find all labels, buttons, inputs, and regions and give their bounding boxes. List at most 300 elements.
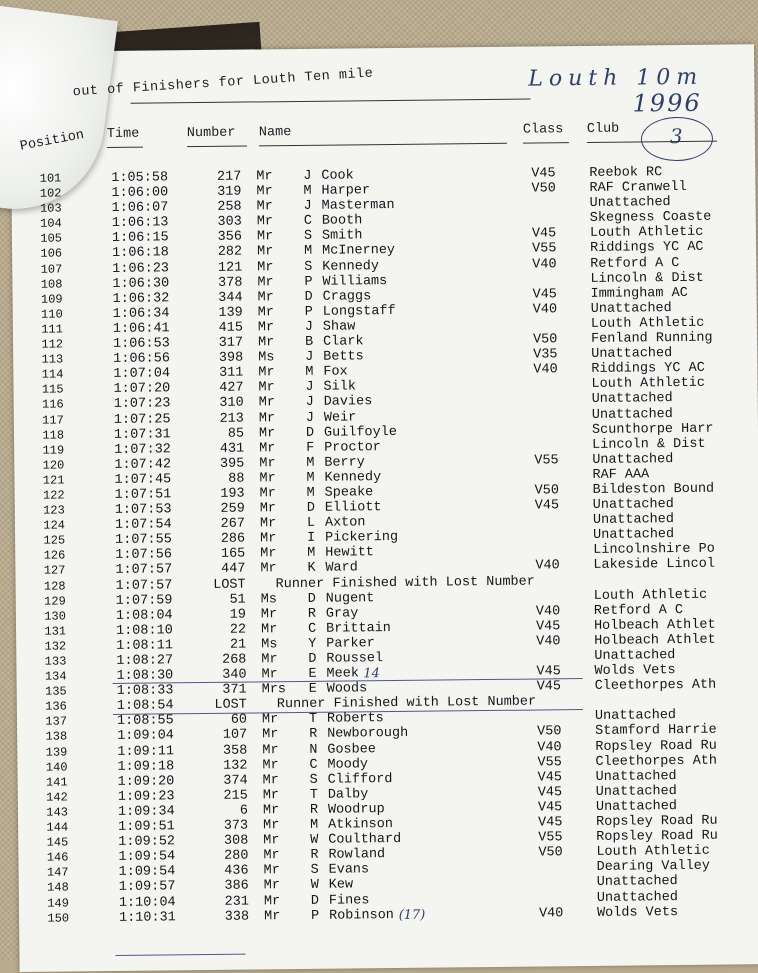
- class-cell: V55: [534, 453, 559, 469]
- initial-cell: P: [304, 304, 313, 320]
- number-cell: 60: [230, 712, 248, 729]
- initial-cell: W: [310, 878, 319, 894]
- position-cell: 116: [42, 397, 64, 413]
- title-cell: Mr: [262, 803, 280, 819]
- club-cell: Louth Athletic: [593, 587, 708, 604]
- club-cell: Lincoln & Dist: [590, 270, 704, 287]
- time-cell: 1:06:23: [112, 260, 170, 277]
- time-cell: 1:07:23: [113, 396, 171, 413]
- time-cell: 1:06:30: [112, 276, 170, 292]
- surname-cell: Smith: [321, 228, 363, 245]
- surname-cell: Longstaff: [322, 303, 396, 320]
- position-cell: 102: [39, 186, 62, 201]
- surname-cell: Ward: [325, 560, 358, 577]
- club-cell: Retford A C: [593, 602, 684, 619]
- number-cell: 378: [218, 275, 243, 291]
- class-cell: V45: [536, 664, 561, 680]
- position-cell: 126: [43, 548, 66, 564]
- club-cell: Fenland Running: [590, 330, 713, 347]
- number-cell: 193: [220, 486, 245, 502]
- club-cell: Holbeach Athlet: [594, 632, 716, 649]
- initial-cell: P: [310, 908, 320, 924]
- club-cell: Unattached: [591, 346, 673, 363]
- initial-cell: J: [305, 380, 314, 396]
- title-cell: Mr: [256, 199, 273, 215]
- time-cell: 1:06:07: [111, 200, 169, 217]
- title-cell: Mr: [258, 365, 275, 381]
- position-cell: 125: [43, 533, 66, 548]
- surname-cell: Gosbee: [327, 741, 377, 758]
- handwritten-title: Louth 10m: [528, 64, 704, 92]
- title-cell: Mr: [263, 848, 280, 864]
- number-cell: 21: [229, 637, 247, 653]
- number-cell: 286: [220, 531, 246, 548]
- time-cell: 1:06:32: [112, 291, 170, 307]
- club-cell: Reebok RC: [589, 165, 663, 181]
- club-cell: Unattached: [590, 300, 672, 317]
- initial-cell: S: [303, 229, 313, 245]
- initial-cell: M: [306, 455, 315, 471]
- position-cell: 143: [46, 805, 69, 820]
- title-cell: Mr: [259, 516, 277, 532]
- number-cell: 398: [218, 350, 244, 366]
- position-cell: 132: [44, 639, 67, 654]
- title-cell: Ms: [260, 591, 278, 608]
- time-cell: 1:07:04: [113, 366, 171, 383]
- time-cell: 1:09:52: [118, 834, 176, 851]
- title-cell: Mr: [260, 622, 278, 638]
- surname-cell: Berry: [324, 455, 365, 471]
- title-cell: Mr: [258, 425, 276, 442]
- surname-cell: Kew: [328, 877, 354, 894]
- title-cell: Mr: [259, 471, 276, 487]
- club-cell: Immingham AC: [590, 285, 688, 302]
- surname-cell: Clark: [322, 334, 364, 350]
- time-cell: 1:10:31: [118, 909, 176, 926]
- club-cell: Skegness Coaste: [589, 209, 712, 227]
- title-cell: Mr: [258, 395, 275, 411]
- class-cell: V40: [535, 603, 561, 620]
- position-cell: 128: [43, 578, 66, 594]
- time-cell: 1:09:51: [118, 819, 175, 835]
- number-cell: 447: [221, 562, 246, 578]
- club-cell: Lincoln & Dist: [592, 436, 706, 453]
- position-cell: 124: [43, 518, 66, 533]
- initial-cell: T: [308, 712, 318, 728]
- time-cell: 1:06:34: [112, 306, 170, 322]
- initial-cell: B: [304, 334, 314, 350]
- surname-cell: Coulthard: [328, 832, 402, 848]
- handwritten-year: 1996: [632, 88, 702, 118]
- time-cell: 1:10:04: [118, 894, 176, 911]
- club-cell: Louth Athletic: [590, 315, 705, 332]
- time-cell: 1:09:18: [117, 758, 175, 775]
- time-cell: 1:08:54: [116, 698, 174, 715]
- title-cell: Mr: [262, 742, 279, 758]
- number-cell: 280: [224, 848, 249, 865]
- header-number: Number: [186, 125, 236, 142]
- position-cell: 106: [40, 246, 63, 262]
- position-cell: 133: [44, 654, 67, 669]
- club-cell: Riddings YC AC: [590, 240, 704, 257]
- initial-cell: M: [306, 485, 315, 501]
- surname-cell: Kennedy: [324, 470, 382, 486]
- header-position: Position: [18, 127, 86, 155]
- initial-cell: M: [310, 817, 319, 833]
- time-cell: 1:07:57: [115, 577, 173, 594]
- title-cell: Mr: [260, 606, 278, 623]
- lost-number-note: Runner Finished with Lost Number: [276, 694, 537, 713]
- class-cell: V50: [531, 181, 556, 197]
- time-cell: 1:08:33: [116, 683, 174, 700]
- header-club: Club: [586, 121, 620, 137]
- title-cell: Mr: [263, 833, 280, 849]
- position-cell: 111: [41, 322, 63, 337]
- number-cell: 311: [218, 365, 244, 382]
- initial-cell: R: [309, 802, 319, 818]
- title-cell: Mr: [259, 440, 276, 457]
- surname-cell: Elliott: [324, 500, 382, 516]
- time-cell: 1:08:04: [115, 608, 173, 624]
- position-cell: 130: [44, 609, 66, 624]
- title-cell: Mr: [258, 410, 276, 426]
- time-cell: 1:09:54: [118, 849, 176, 866]
- time-cell: 1:08:55: [116, 713, 174, 730]
- class-cell: V40: [533, 362, 558, 378]
- number-cell: 340: [222, 667, 247, 683]
- class-cell: V45: [537, 770, 563, 786]
- position-cell: 146: [46, 850, 69, 865]
- initial-cell: N: [309, 742, 318, 758]
- handwritten-note: 14: [363, 666, 380, 682]
- position-cell: 138: [45, 729, 68, 745]
- class-cell: V40: [536, 634, 561, 650]
- time-cell: 1:07:20: [113, 381, 171, 398]
- club-cell: Unattached: [596, 889, 678, 906]
- title-cell: Mr: [262, 757, 279, 774]
- header-time-rule: [107, 147, 143, 148]
- club-cell: Unattached: [594, 708, 677, 725]
- number-cell: 217: [216, 169, 242, 185]
- club-cell: Unattached: [591, 406, 673, 423]
- title-cell: Mrs: [261, 682, 287, 698]
- time-cell: 1:07:45: [114, 472, 172, 488]
- initial-cell: L: [306, 515, 316, 532]
- position-cell: 123: [43, 503, 65, 518]
- surname-cell: Harper: [321, 183, 371, 199]
- position-cell: 117: [42, 412, 64, 428]
- number-cell: 344: [218, 290, 243, 306]
- time-cell: 1:07:59: [115, 592, 173, 609]
- position-cell: 104: [40, 216, 62, 231]
- title-cell: Mr: [260, 546, 277, 562]
- number-cell: 427: [219, 380, 244, 397]
- surname-cell: Kennedy: [322, 258, 380, 275]
- number-cell: 310: [219, 395, 244, 412]
- surname-cell: Pickering: [325, 530, 399, 546]
- initial-cell: M: [306, 470, 315, 486]
- time-cell: 1:09:54: [118, 864, 176, 881]
- time-cell: 1:05:58: [111, 170, 169, 186]
- handwritten-circled-number: 3: [669, 123, 683, 149]
- number-cell: 121: [217, 260, 243, 276]
- class-cell: V45: [538, 815, 563, 831]
- surname-cell: Atkinson: [328, 817, 394, 833]
- number-cell: 19: [229, 607, 246, 623]
- number-cell: 139: [218, 305, 243, 321]
- position-cell: 142: [46, 790, 68, 805]
- title-cell: Mr: [259, 456, 276, 472]
- initial-cell: Y: [308, 636, 317, 652]
- position-cell: 134: [44, 669, 67, 684]
- initial-cell: R: [310, 848, 319, 864]
- position-cell: 114: [41, 367, 64, 382]
- surname-cell: Brittain: [325, 620, 391, 637]
- surname-cell: Davies: [323, 394, 373, 411]
- club-cell: Unattached: [591, 391, 673, 408]
- time-cell: 1:06:53: [112, 336, 170, 352]
- class-cell: V40: [538, 905, 564, 922]
- position-cell: 121: [42, 473, 65, 488]
- number-cell: 259: [220, 501, 245, 517]
- initial-cell: P: [304, 274, 313, 290]
- position-cell: 119: [42, 443, 65, 458]
- title-cell: Mr: [263, 893, 281, 909]
- initial-cell: J: [303, 168, 312, 184]
- lost-number-note: Runner Finished with Lost Number: [275, 574, 535, 592]
- initial-cell: D: [305, 425, 315, 441]
- number-cell: 85: [227, 426, 245, 442]
- time-cell: 1:09:23: [117, 789, 175, 805]
- number-cell: 415: [218, 320, 243, 336]
- surname-cell: Guilfoyle: [323, 424, 398, 441]
- number-cell: 213: [219, 411, 244, 427]
- header-name-rule: [259, 143, 507, 147]
- number-cell: 303: [217, 214, 242, 231]
- title-cell: Mr: [257, 259, 274, 275]
- title-cell: Ms: [261, 637, 278, 653]
- initial-cell: D: [310, 893, 320, 909]
- initial-cell: D: [304, 289, 313, 305]
- initial-cell: M: [307, 546, 316, 562]
- time-cell: 1:06:00: [111, 185, 169, 202]
- position-cell: 105: [40, 231, 63, 247]
- class-cell: V50: [532, 332, 558, 348]
- initial-cell: D: [308, 651, 317, 667]
- title-cell: Mr: [260, 531, 277, 547]
- class-cell: V40: [537, 739, 562, 756]
- title-cell: Mr: [262, 788, 280, 804]
- initial-cell: C: [307, 621, 317, 637]
- time-cell: 1:08:27: [116, 653, 174, 669]
- number-cell: 165: [220, 546, 246, 563]
- initial-cell: I: [307, 531, 316, 547]
- class-cell: V45: [537, 785, 563, 801]
- number-cell: 317: [218, 335, 244, 351]
- number-cell: 107: [222, 728, 248, 744]
- position-cell: 118: [42, 428, 65, 443]
- position-cell: 101: [39, 171, 62, 186]
- position-cell: 150: [47, 911, 70, 926]
- initial-cell: M: [304, 244, 313, 260]
- surname-cell: Axton: [324, 515, 366, 531]
- club-cell: Louth Athletic: [589, 225, 704, 242]
- club-cell: Unattached: [592, 497, 674, 513]
- initial-cell: T: [309, 787, 318, 803]
- club-cell: RAF Cranwell: [589, 180, 687, 197]
- initial-cell: K: [307, 561, 316, 577]
- title-cell: Mr: [257, 244, 274, 260]
- surname-cell: Speake: [324, 485, 374, 501]
- club-cell: Lincolnshire Po: [593, 541, 715, 559]
- class-cell: V45: [537, 800, 563, 816]
- club-cell: Holbeach Athlet: [593, 617, 716, 634]
- title-cell: Mr: [256, 229, 274, 245]
- results-table: [11, 164, 758, 926]
- class-cell: V45: [531, 166, 556, 182]
- position-cell: 135: [45, 684, 67, 699]
- surname-cell: Betts: [323, 349, 364, 365]
- position-cell: 149: [47, 895, 69, 911]
- position-cell: 139: [45, 745, 68, 760]
- surname-cell: Cook: [321, 168, 354, 184]
- position-cell: 137: [45, 714, 68, 730]
- time-cell: 1:07:57: [115, 562, 173, 579]
- position-cell: 120: [42, 458, 65, 473]
- number-cell: 371: [222, 682, 247, 698]
- title-cell: Mr: [262, 727, 279, 743]
- club-cell: Unattached: [593, 527, 675, 544]
- title-cell: Mr: [263, 863, 280, 879]
- position-cell: 145: [46, 835, 69, 850]
- surname-cell: Rowland: [328, 847, 386, 863]
- time-cell: 1:07:51: [114, 487, 172, 503]
- number-cell: 308: [223, 833, 249, 849]
- title-cell: Mr: [257, 274, 274, 291]
- header-class: Class: [522, 122, 564, 138]
- position-cell: 148: [47, 880, 69, 896]
- position-cell: 108: [40, 277, 63, 292]
- header-number-rule: [187, 146, 247, 148]
- time-cell: 1:07:31: [113, 426, 171, 443]
- time-cell: 1:07:56: [115, 547, 173, 564]
- surname-cell: Meek: [326, 666, 360, 682]
- sheet-title: out of Finishers for Louth Ten mile: [72, 66, 374, 101]
- time-cell: 1:06:41: [112, 321, 170, 337]
- surname-cell: Fox: [323, 364, 348, 380]
- time-cell: 1:09:20: [117, 774, 175, 790]
- number-cell: 6: [239, 803, 249, 819]
- class-cell: V45: [536, 679, 562, 695]
- club-cell: Lakeside Lincol: [593, 557, 716, 574]
- header-time: Time: [106, 126, 140, 142]
- club-cell: Louth Athletic: [591, 376, 706, 393]
- surname-cell: Parker: [326, 636, 375, 652]
- class-cell: V45: [532, 287, 557, 303]
- club-cell: Cleethorpes Ath: [594, 677, 717, 695]
- number-cell: 338: [224, 909, 250, 925]
- time-cell: 1:09:04: [117, 728, 174, 745]
- class-cell: V40: [535, 558, 560, 574]
- position-cell: 131: [44, 624, 67, 639]
- number-cell: LOST: [213, 577, 246, 593]
- number-cell: 373: [223, 818, 249, 834]
- class-cell: V50: [538, 845, 563, 861]
- surname-cell: Moody: [327, 756, 369, 773]
- club-cell: Unattached: [589, 195, 671, 212]
- title-cell: Mr: [261, 652, 278, 668]
- time-cell: 1:07:53: [114, 502, 172, 518]
- number-cell: 267: [220, 516, 246, 532]
- class-cell: V55: [538, 830, 563, 846]
- number-cell: 268: [221, 652, 247, 668]
- class-cell: V45: [534, 498, 560, 514]
- initial-cell: M: [305, 365, 314, 381]
- initial-cell: M: [303, 183, 312, 200]
- time-cell: 1:07:42: [114, 457, 172, 473]
- club-cell: Scunthorpe Harr: [591, 421, 714, 438]
- title-cell: Mr: [257, 305, 275, 321]
- position-cell: 110: [41, 307, 63, 322]
- club-cell: Ropsley Road Ru: [596, 813, 718, 830]
- number-cell: 436: [224, 863, 249, 880]
- surname-cell: Roberts: [326, 711, 384, 728]
- surname-cell: Dalby: [327, 787, 369, 803]
- club-cell: Ropsley Road Ru: [596, 828, 718, 846]
- position-cell: 112: [41, 337, 64, 352]
- class-cell: V40: [532, 256, 557, 273]
- surname-cell: Woodrup: [327, 802, 385, 818]
- time-cell: 1:08:30: [116, 668, 174, 685]
- title-underline: [131, 99, 531, 104]
- initial-cell: J: [305, 395, 314, 411]
- time-cell: 1:07:55: [115, 532, 172, 549]
- surname-cell: Robinson: [328, 907, 394, 924]
- initial-cell: E: [308, 666, 317, 683]
- title-cell: Mr: [260, 561, 277, 577]
- initial-cell: C: [303, 214, 312, 230]
- class-cell: V45: [535, 619, 561, 635]
- initial-cell: C: [309, 757, 318, 773]
- surname-cell: Silk: [323, 379, 357, 396]
- number-cell: 282: [217, 245, 243, 261]
- club-cell: Stamford Harrie: [595, 723, 717, 740]
- club-cell: Ropsley Road Ru: [595, 738, 717, 755]
- initial-cell: R: [309, 727, 318, 743]
- time-cell: 1:07:54: [114, 517, 172, 534]
- initial-cell: F: [306, 440, 315, 456]
- title-cell: Mr: [256, 214, 274, 230]
- title-cell: Mr: [256, 169, 273, 185]
- number-cell: 319: [217, 184, 242, 200]
- club-cell: Wolds Vets: [596, 904, 679, 921]
- number-cell: 258: [217, 199, 242, 216]
- surname-cell: Proctor: [324, 439, 381, 456]
- time-cell: 1:08:10: [115, 623, 173, 639]
- header-class-rule: [523, 142, 569, 143]
- club-cell: Dearing Valley: [596, 859, 711, 876]
- time-cell: 1:08:11: [116, 638, 174, 654]
- title-cell: Mr: [257, 290, 274, 306]
- number-cell: 431: [219, 441, 245, 457]
- class-cell: V40: [532, 302, 558, 318]
- initial-cell: E: [308, 682, 317, 698]
- position-cell: 103: [39, 201, 62, 216]
- number-cell: 358: [222, 743, 248, 759]
- surname-cell: Newborough: [327, 726, 409, 743]
- handwritten-note: (17): [398, 907, 426, 923]
- position-cell: 129: [44, 594, 66, 609]
